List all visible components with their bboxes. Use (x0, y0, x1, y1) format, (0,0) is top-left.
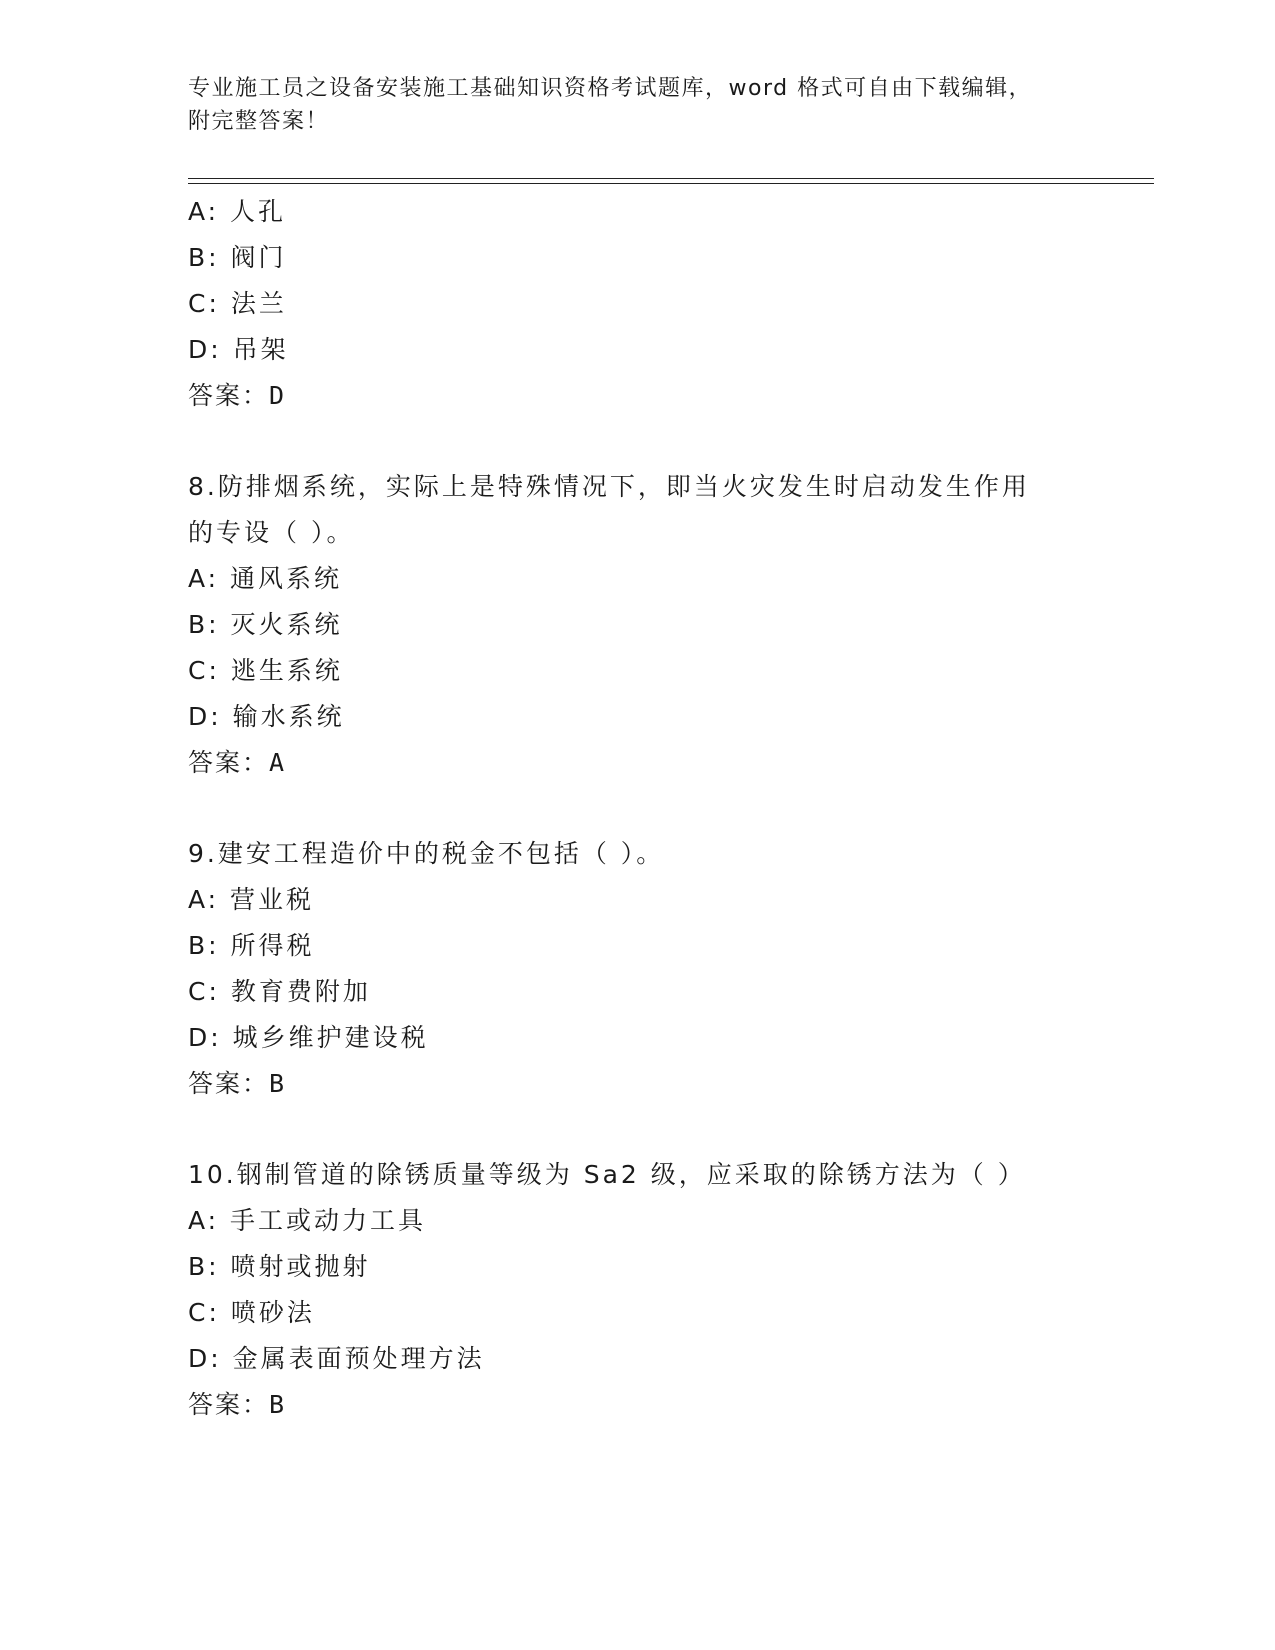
question-list (188, 189, 1088, 1428)
header-line-1: 专业施工员之设备安装施工基础知识资格考试题库，word 格式可自由下载编辑， (188, 76, 1033, 101)
option-c: C: 法兰 (188, 289, 287, 318)
option-b: B: 阀门 (188, 243, 287, 272)
option-d: D: 输水系统 (188, 702, 345, 731)
answer-value: B (269, 1069, 287, 1098)
header-divider-top (188, 178, 1154, 179)
header-divider-bottom (188, 183, 1154, 184)
option-c: C: 喷砂法 (188, 1298, 315, 1327)
answer-value: D (269, 381, 287, 410)
option-c: C: 逃生系统 (188, 656, 343, 685)
answer-value: A (269, 748, 287, 777)
answer-label: 答案： (188, 1069, 270, 1098)
option-a: A: 人孔 (188, 197, 287, 226)
document-header (188, 72, 1088, 138)
option-d: D: 吊架 (188, 335, 289, 364)
option-a: A: 通风系统 (188, 564, 343, 593)
option-b: B: 所得税 (188, 931, 315, 960)
answer-label: 答案： (188, 381, 270, 410)
option-d: D: 城乡维护建设税 (188, 1023, 429, 1052)
answer-line (188, 1382, 1088, 1428)
question-stem-line-1: 9.建安工程造价中的税金不包括（ ）。 (188, 839, 665, 868)
question-block-10 (188, 1152, 1088, 1428)
answer-line (188, 1061, 1088, 1107)
option-a: A: 手工或动力工具 (188, 1206, 427, 1235)
option-b: B: 灭火系统 (188, 610, 343, 639)
question-block-8 (188, 464, 1088, 786)
question-block-9 (188, 831, 1088, 1107)
answer-line (188, 740, 1088, 786)
question-stem-line-2: 的专设（ ）。 (188, 518, 355, 547)
option-b: B: 喷射或抛射 (188, 1252, 371, 1281)
answer-value: B (269, 1390, 287, 1419)
question-stem-line-1: 8.防排烟系统，实际上是特殊情况下，即当火灾发生时启动发生作用 (188, 472, 1030, 501)
question-stem-line-1: 10.钢制管道的除锈质量等级为 Sa2 级，应采取的除锈方法为（ ） (188, 1160, 1026, 1189)
option-a: A: 营业税 (188, 885, 315, 914)
answer-label: 答案： (188, 748, 270, 777)
answer-line (188, 373, 1088, 419)
answer-label: 答案： (188, 1390, 270, 1419)
question-block-7 (188, 189, 1088, 419)
option-c: C: 教育费附加 (188, 977, 371, 1006)
header-line-2: 附完整答案！ (188, 109, 330, 134)
option-d: D: 金属表面预处理方法 (188, 1344, 485, 1373)
